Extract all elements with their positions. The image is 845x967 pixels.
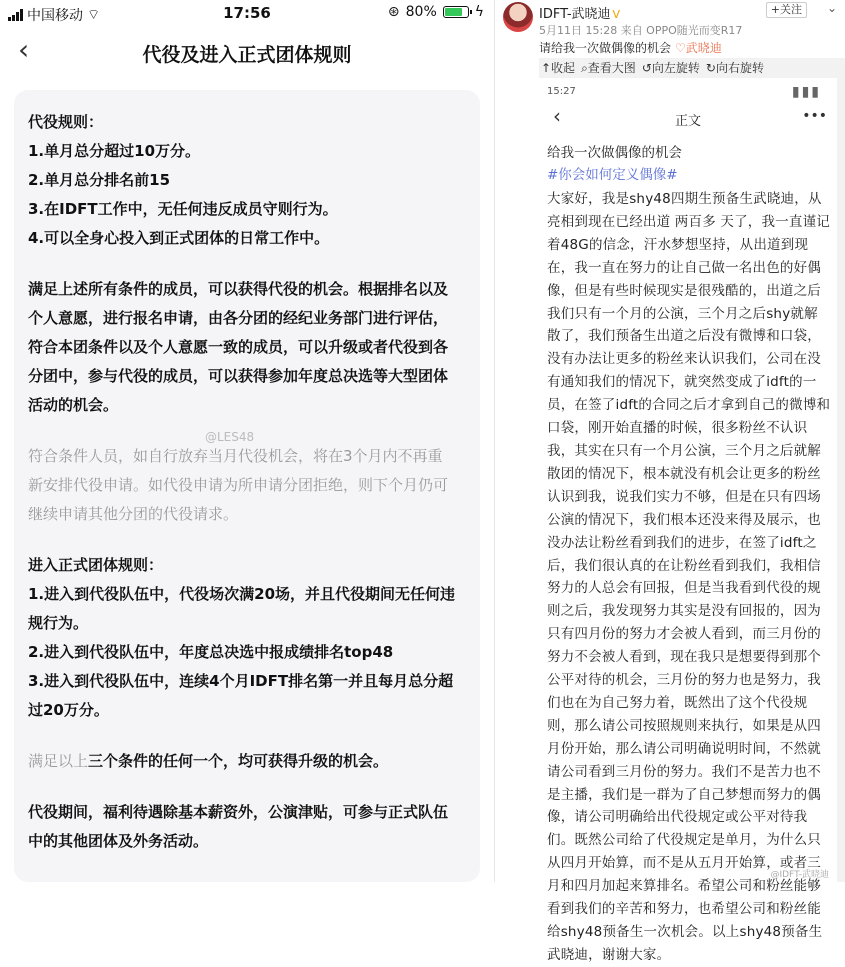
rule-item: 2.进入到代役队伍中，年度总决选中报成绩排名top48 — [28, 643, 394, 661]
verified-badge: V — [612, 8, 621, 21]
rule-item: 规行为。 — [28, 614, 89, 632]
paragraph-line: 个人意愿，进行报名申请，由各分团的经纪业务部门进行评估， — [28, 309, 449, 327]
rotate-left-button[interactable]: ↺向左旋转 — [641, 60, 700, 75]
rule-item: 3.进入到代役队伍中，连续4个月IDFT排名第一并且每月总分超 — [28, 672, 454, 690]
watermark: @LES48 — [205, 430, 255, 444]
formal-rules-title: 进入正式团体规则： — [28, 556, 164, 574]
post-caption — [539, 39, 722, 56]
watermark: @IDFT-武晓迪 — [770, 870, 829, 880]
rule-item: 1.进入到代役队伍中，代役场次满20场，并且代役期间无任何违 — [28, 585, 456, 603]
rule-item: 4.可以全身心投入到正式团体的日常工作中。 — [28, 229, 330, 247]
more-icon[interactable]: ••• — [802, 108, 827, 124]
phone-article — [547, 142, 831, 967]
rules-card — [14, 90, 480, 882]
view-large-label[interactable]: 查看大图 — [587, 60, 636, 75]
caption-text: 请给我一次做偶像的机会 — [539, 41, 672, 55]
rotate-right-button[interactable]: ↻向右旋转 — [705, 60, 764, 75]
upgrade-line-gray: 满足以上 — [28, 752, 89, 770]
embedded-phone-screenshot — [539, 78, 837, 963]
paragraph-line: 新安排代役申请。如代役申请为所申请分团拒绝，则下个月仍可 — [28, 476, 449, 494]
chevron-left-icon[interactable]: ‹ — [553, 104, 561, 128]
paragraph-line: 代役期间，福利待遇除基本薪资外，公演津贴，可参与正式队伍 — [28, 803, 449, 821]
hashtag-link[interactable]: #你会如何定义偶像# — [547, 167, 678, 183]
rule-item: 3.在IDFT工作中，无任何违反成员守则行为。 — [28, 200, 338, 218]
paragraph-line: 符合本团条件以及个人意愿一致的成员，可以升级或者代役到各 — [28, 338, 449, 356]
page-title: 代役及进入正式团体规则 — [142, 44, 352, 66]
rotation-lock-icon: ⊛ — [387, 4, 400, 20]
rotate-left-label[interactable]: 向左旋转 — [651, 60, 700, 75]
follow-button[interactable]: +关注 — [766, 2, 807, 18]
view-large-button[interactable]: ⌕查看大图 — [581, 60, 636, 75]
paragraph-line: 满足上述所有条件的成员，可以获得代役的机会。根据排名以及 — [28, 280, 449, 298]
collapse-button[interactable]: ↑收起 — [541, 60, 576, 75]
article-heading: 给我一次做偶像的机会 — [547, 145, 682, 161]
phone-status-icons: ▮▮▮ — [791, 84, 821, 100]
phone-title: 正文 — [674, 114, 701, 129]
paragraph-line: 继续申请其他分团的代役请求。 — [28, 505, 239, 523]
battery-percent: 80% — [405, 4, 437, 20]
wifi-icon: ⌔ — [87, 7, 101, 23]
carrier-name: 中国移动 — [27, 8, 83, 24]
phone-status-time: 15:27 — [547, 86, 576, 97]
upgrade-line — [28, 747, 466, 776]
viewer-toolbar — [539, 58, 845, 76]
paragraph-line: 符合条件人员，如自行放弃当月代役机会，将在3个月内不再重 — [28, 447, 443, 465]
topic-link[interactable]: ♡武晓迪 — [675, 41, 722, 55]
image-viewer — [539, 58, 845, 963]
paragraph-line: 活动的机会。 — [28, 396, 119, 414]
post-header — [495, 0, 845, 58]
upgrade-line-rest: 三个条件的任何一个，均可获得升级的机会。 — [88, 752, 389, 770]
paragraph-line: 中的其他团体及外务活动。 — [28, 832, 209, 850]
battery-icon — [443, 6, 469, 18]
acting-rules-title: 代役规则： — [28, 113, 104, 131]
phone-nav — [539, 102, 837, 132]
avatar[interactable] — [503, 2, 533, 32]
status-bar — [0, 0, 494, 28]
status-time: 17:56 — [223, 4, 271, 22]
nav-bar — [0, 28, 494, 76]
topic-text[interactable]: 武晓迪 — [685, 41, 722, 55]
rule-item: 1.单月总分超过10万分。 — [28, 142, 201, 160]
paragraph-line: 分团中，参与代役的成员，可以获得参加年度总决选等大型团体 — [28, 367, 449, 385]
username[interactable] — [539, 3, 620, 22]
username-text[interactable]: IDFT-武晓迪 — [539, 7, 611, 22]
rule-item: 过20万分。 — [28, 701, 109, 719]
chevron-left-icon[interactable]: ‹ — [18, 33, 30, 66]
weibo-post — [494, 0, 844, 963]
chevron-down-icon[interactable]: ⌄ — [826, 1, 837, 15]
article-body: 大家好，我是shy48四期生预备生武晓迪，从亮相到现在已经出道 两百多 天了，我一直谨记着48G的信念，汗水梦想坚持，从出道到现在，我一直在努力的让自己做一名出色的好偶像，但是有些时候现实是很残酷的，出道之后我们只有一个月的公演，三个月之后shy就解散了，我们预备生出道之后没有微博和口袋，没有办法让更多的粉丝来认识我们，公司在没有通知我们的情况下，就突然变成了idft的一员，在签了idft的合同之后才拿到自己的微博和口袋，刚开始直播的时候，很多粉丝不认识我，其实在只有一个月公演，三个月之后就解散团的情况下，根本就没有机会让更多的粉丝认识到我，说我们实力不够，但是在只有四场公演的情况下，我们根本还没来得及展示，也没办法让粉丝看到我们的进步，在签了idft之后，我们很认真的在让粉丝看到我们，我相信努力的人总会有回报，但是当我看到代役的规则之后，我发现努力其实是没有回报的，因为只有四月份的努力才会被人看到，而三月份的努力不会被人看到，现在我只是想要得到那个公平对待的机会，三月份的努力也是努力，我们也在为自己努力着，既然出了这个代役规则，那么请公司按照规则来执行，如果是从四月份开始，那么请公司明确说明时间，不然就请公司看到三月份的努力。我们不是苦力也不是主播，我们是一群为了自己梦想而努力的偶像，请公司明确给出代役规定或公平对待我们。既然公司给了代役规定是单月，为什么只从四月开始算，而不是从五月开始算，或者三月和四月加起来算排名。希望公司和粉丝能够看到我们的辛苦和努力，也希望公司和粉丝能给shy48预备生一次机会。以上shy48预备生武晓迪，谢谢大家。 — [547, 191, 831, 963]
rotate-right-label[interactable]: 向右旋转 — [715, 60, 764, 75]
rule-item: 2.单月总分排名前15 — [28, 171, 171, 189]
status-right — [388, 4, 484, 20]
charging-icon: ϟ — [474, 4, 484, 20]
post-meta: 5月11日 15:28 来自 OPPO随光而变R17 — [539, 24, 743, 37]
